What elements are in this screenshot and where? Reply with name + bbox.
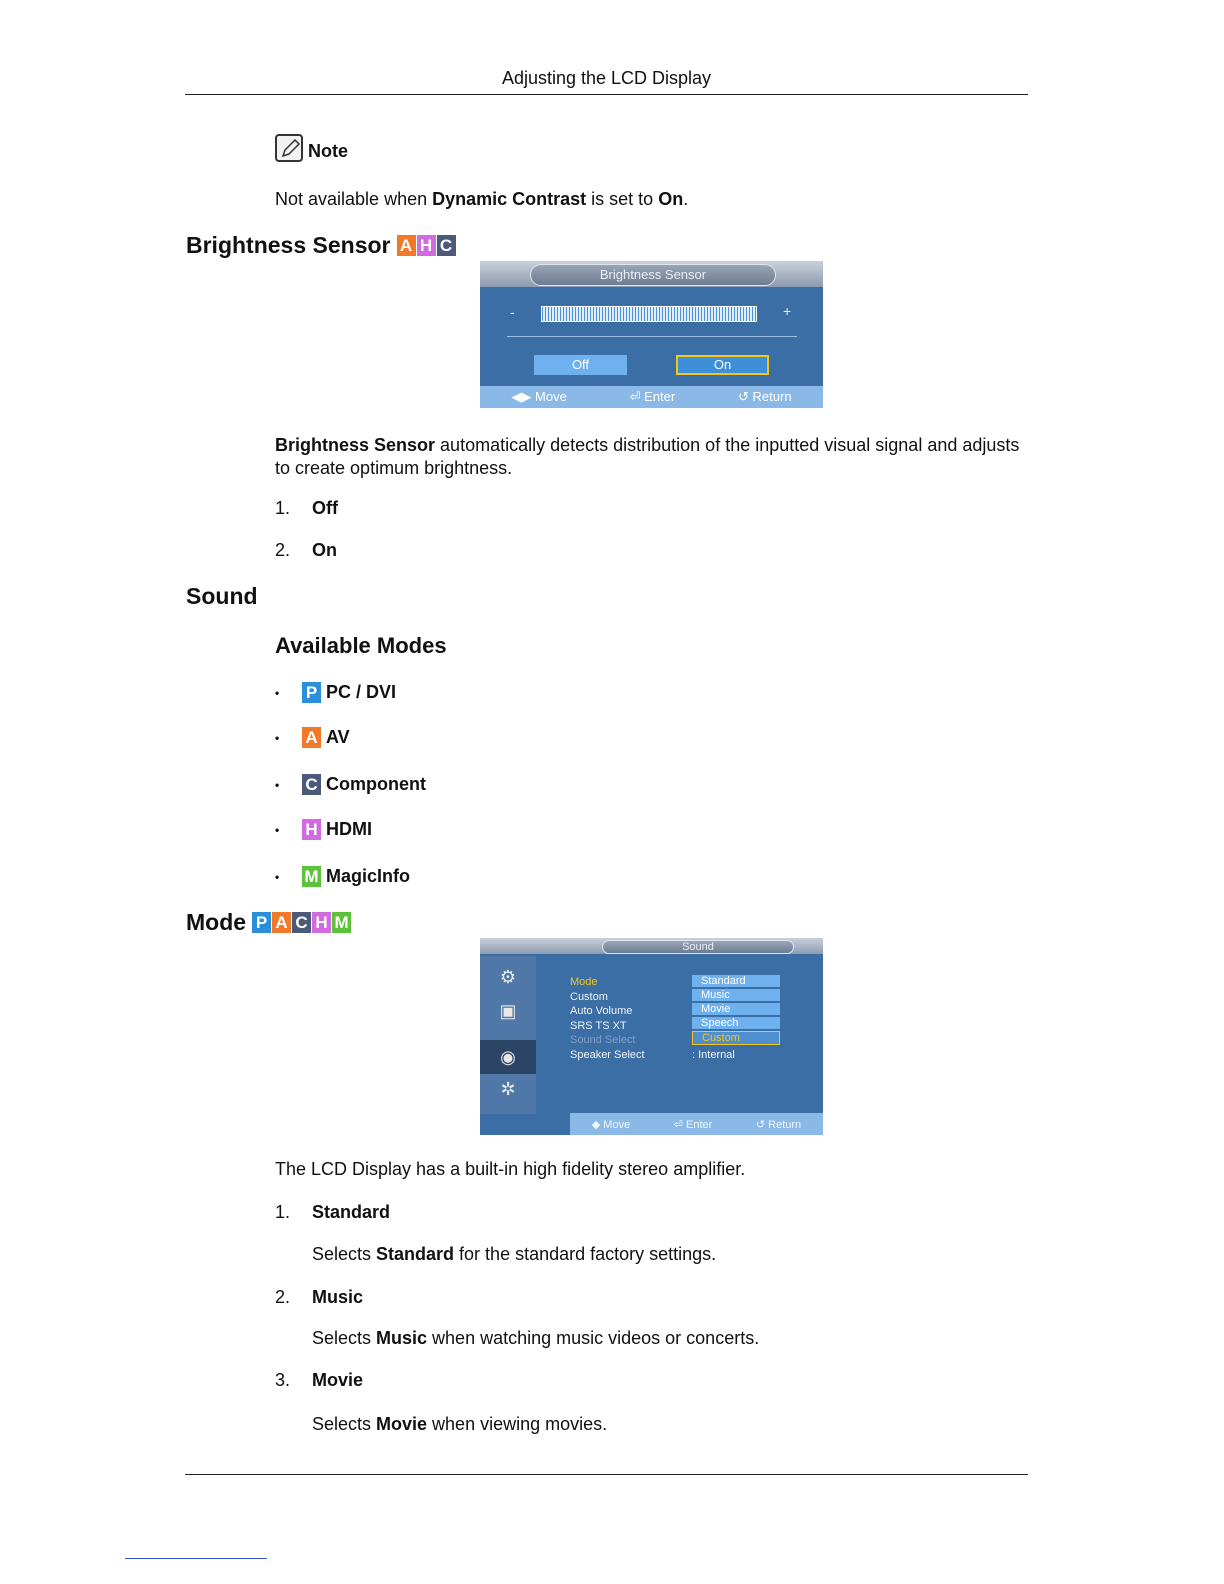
footer-divider: [185, 1474, 1028, 1475]
osd-menu-item: SRS TS XT: [570, 1019, 627, 1032]
available-modes-heading: Available Modes: [275, 633, 447, 658]
option-number: 2.: [275, 540, 291, 560]
mode-item-standard: Standard: [312, 1202, 391, 1222]
component-mode-badge: C: [437, 235, 456, 256]
note-label: Note: [308, 141, 348, 161]
brightness-sensor-description: Brightness Sensor automatically detects distribution of the inputted visual signal and adjusts to create optimum brightness.: [275, 435, 1020, 478]
hdmi-mode-badge: H: [302, 819, 321, 840]
picture-menu-icon: ⚙: [499, 966, 517, 987]
osd-menu-item-mode: Mode: [570, 976, 598, 988]
header-divider: [185, 94, 1028, 95]
av-mode-badge: A: [272, 912, 291, 933]
osd-speaker-value: : Internal: [692, 1049, 735, 1061]
osd-menu-list: [570, 975, 645, 1062]
mode-intro-text: The LCD Display has a built-in high fidelity stereo amplifier.: [275, 1159, 746, 1179]
mode-item-number: 2.: [275, 1287, 291, 1307]
magicinfo-mode-badge: M: [332, 912, 351, 933]
osd-on-button: On: [676, 355, 769, 375]
sound-menu-icon: ◉: [500, 1046, 516, 1067]
osd-option: Movie: [692, 1003, 780, 1016]
note-block: [275, 134, 348, 162]
move-arrows-icon: ◀▶: [511, 389, 532, 404]
osd-nav-bar: ◆ Move ⏎ Enter ↺ Return: [570, 1113, 823, 1135]
osd-menu-item: Auto Volume: [570, 1005, 633, 1017]
mode-list-item: • A AV: [275, 727, 350, 747]
footer-link-underline: [125, 1558, 267, 1559]
enter-icon: ⏎: [629, 389, 641, 404]
move-arrows-icon: ◆: [591, 1118, 601, 1131]
mode-list-item: • C Component: [275, 774, 426, 794]
mode-item-number: 1.: [275, 1202, 291, 1222]
return-icon: ↺: [738, 389, 749, 404]
osd-option: Standard: [692, 975, 780, 988]
component-mode-badge: C: [292, 912, 311, 933]
osd-brightness-slider: [541, 306, 757, 322]
osd-menu-item-disabled: Sound Select: [570, 1034, 636, 1046]
av-mode-badge: A: [397, 235, 416, 256]
option-off: Off: [312, 498, 338, 518]
osd-option: Music: [692, 989, 780, 1002]
osd-title: Sound: [602, 940, 794, 954]
mode-badges: [252, 912, 352, 933]
enter-icon: ⏎: [673, 1118, 683, 1131]
note-pencil-icon: [275, 134, 303, 162]
osd-nav-bar: ◀▶ Move ⏎ Enter ↺ Return: [480, 386, 823, 408]
return-icon: ↺: [755, 1118, 766, 1131]
osd-off-button: Off: [534, 355, 627, 375]
osd-divider: [507, 336, 797, 337]
osd-menu-item: Custom: [570, 990, 608, 1003]
osd-option: Speech: [692, 1017, 780, 1030]
av-mode-badge: A: [302, 727, 321, 748]
mode-item-description: Selects Music when watching music videos or concerts.: [312, 1328, 760, 1348]
mode-item-description: Selects Movie when viewing movies.: [312, 1414, 608, 1434]
hdmi-mode-badge: H: [312, 912, 331, 933]
option-number: 1.: [275, 498, 291, 518]
mode-item-description: Selects Standard for the standard factory settings.: [312, 1244, 717, 1264]
pc-mode-badge: P: [302, 682, 321, 703]
osd-minus: -: [510, 304, 515, 320]
mode-item-movie: Movie: [312, 1370, 364, 1390]
osd-menu-item: Speaker Select: [570, 1048, 645, 1061]
setup-menu-icon: ✲: [500, 1078, 516, 1099]
osd-title: Brightness Sensor: [530, 264, 776, 286]
page-header-title: Adjusting the LCD Display: [501, 68, 712, 88]
osd-option-selected: Custom: [692, 1031, 780, 1045]
hdmi-mode-badge: H: [417, 235, 436, 256]
mode-heading: Mode P A C H M: [186, 909, 352, 936]
osd-plus: +: [783, 303, 792, 319]
mode-item-music: Music: [312, 1287, 364, 1307]
component-mode-badge: C: [302, 774, 321, 795]
sound-heading: Sound: [186, 583, 258, 609]
osd-mode-options: [692, 975, 780, 1046]
image-menu-icon: ▣: [499, 1000, 517, 1021]
sound-osd-screenshot: [480, 938, 823, 1135]
mode-list-item: • P PC / DVI: [275, 682, 397, 702]
mode-list-item: • M MagicInfo: [275, 866, 410, 886]
note-text: Not available when Dynamic Contrast is set to On.: [275, 189, 689, 209]
option-on: On: [312, 540, 337, 560]
osd-sidebar: [480, 956, 536, 1114]
pc-mode-badge: P: [252, 912, 271, 933]
magicinfo-mode-badge: M: [302, 866, 321, 887]
brightness-sensor-osd-screenshot: [480, 261, 823, 408]
mode-item-number: 3.: [275, 1370, 291, 1390]
brightness-sensor-heading: Brightness Sensor A H C: [186, 232, 457, 259]
mode-badges: [397, 235, 457, 256]
mode-list-item: • H HDMI: [275, 819, 372, 839]
